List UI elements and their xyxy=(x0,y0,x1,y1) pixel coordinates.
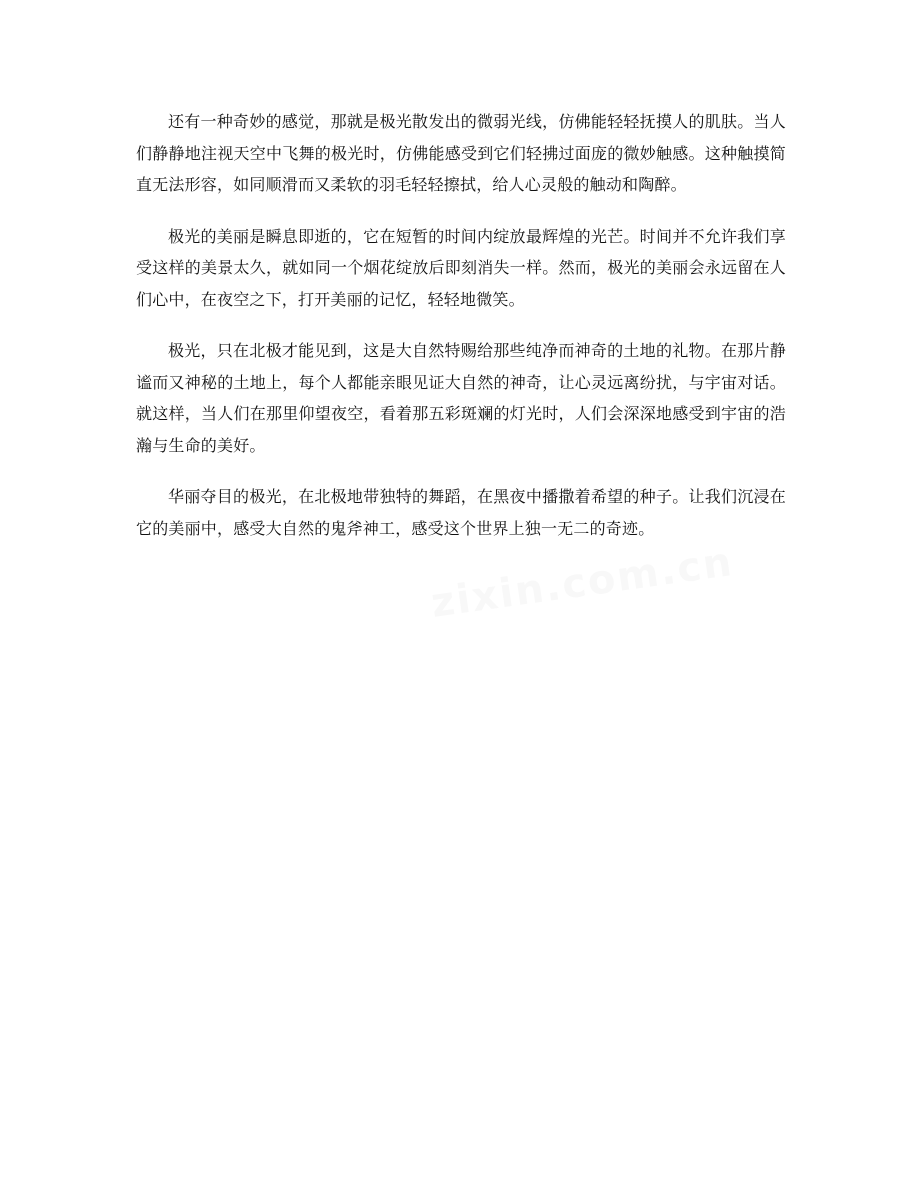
paragraph-3: 极光，只在北极才能见到，这是大自然特赐给那些纯净而神奇的土地的礼物。在那片静谧而又神秘的土地上，每个人都能亲眼见证大自然的神奇，让心灵远离纷扰，与宇宙对话。就这样，当人们在那里仰望夜空，看着那五彩斑斓的灯光时，人们会深深地感受到宇宙的浩瀚与生命的美好。 xyxy=(136,341,786,455)
watermark: zixin.com.cn xyxy=(428,539,737,627)
paragraph-2: 极光的美丽是瞬息即逝的，它在短暂的时间内绽放最辉煌的光芒。时间并不允许我们享受这样的美景太久，就如同一个烟花绽放后即刻消失一样。然而，极光的美丽会永远留在人们心中，在夜空之下，打开美丽的记忆，轻轻地微笑。 xyxy=(136,226,786,309)
paragraph-4: 华丽夺目的极光，在北极地带独特的舞蹈，在黑夜中播撒着希望的种子。让我们沉浸在它的美丽中，感受大自然的鬼斧神工，感受这个世界上独一无二的奇迹。 xyxy=(136,487,786,538)
document-body xyxy=(136,106,786,564)
paragraph-1: 还有一种奇妙的感觉，那就是极光散发出的微弱光线，仿佛能轻轻抚摸人的肌肤。当人们静静地注视天空中飞舞的极光时，仿佛能感受到它们轻拂过面庞的微妙触感。这种触摸简直无法形容，如同顺滑而又柔软的羽毛轻轻擦拭，给人心灵般的触动和陶醉。 xyxy=(136,112,786,194)
